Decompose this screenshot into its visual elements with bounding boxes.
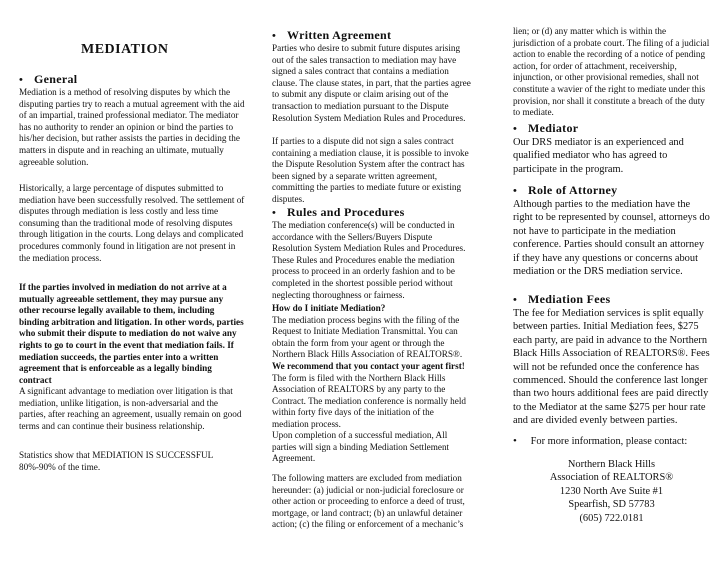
fees-heading: • Mediation Fees (513, 292, 611, 306)
rules-text: The mediation conference(s) will be conducted in accordance with the Sellers/Buyers Dispute Resolution System Mediation Rules and Procedures. These Rules and Procedures enable the mediation process to proceed in an orderly fashion and to be completed in the shortest possible period without neglecting thoroughness or fairness. (272, 220, 466, 300)
rules-heading: • Rules and Procedures (272, 205, 405, 219)
initiate-question: How do I initiate Mediation? (272, 303, 386, 313)
bullet-icon: • (272, 207, 277, 219)
fees-section (513, 292, 710, 428)
general-section (19, 72, 245, 168)
mediator-section (513, 121, 710, 176)
contact-org-1: Northern Black Hills (567, 459, 656, 470)
attorney-section (513, 183, 710, 278)
contact-block (513, 458, 710, 525)
attorney-heading: • Role of Attorney (513, 183, 618, 197)
fees-text: The fee for Mediation services is split equally between parties. Initial Mediation fees, $275 each party, are paid in advance to the Northern Black Hills Association of REALTORS®. Fees will not be refunded once the conference has commenced. Should the conference last longer than two hours additional fees are paid directly to the Mediator at the same $275 per hour rate and are divided evenly between parties. (513, 308, 710, 427)
initiate-section (272, 303, 472, 431)
general-heading: • General (19, 72, 78, 86)
contact-street: 1230 North Ave Suite #1 (559, 485, 664, 497)
info-text: • For more information, please contact: (513, 435, 688, 447)
history-text: Historically, a large percentage of disputes submitted to mediation have been successfully resolved. The settlement of disputes through mediation is less costly and less time consuming than the traditional mode of resolving disputes through litigation in the courts. Long delays and complicated procedures commonly found in litigation are not present in the mediation process. (19, 183, 245, 263)
initiate-text: The mediation process begins with the filing of the Request to Initiate Mediation Transmittal. You can obtain the form from your agent or through the Northern Black Hills Association of REALTORS®. We recommend that you contact your agent first! The form is filed with the Northern Black Hills Association of REALTORS by any party to the Contract. The mediation conference is normally held within forty five days of the initiation of the mediation process. (272, 314, 466, 429)
advantage-text: A significant advantage to mediation over litigation is that mediation, unlike litigation, is non-adversarial and the parties, after reaching an agreement, usually remain on good terms and can continue their business relationship. (19, 386, 242, 431)
attorney-text: Although parties to the mediation have the right to be represented by counsel, attorneys do not have to participate in the mediation conference. Parties should consult an attorney if they have any questions or concerns about mediation or the DRS mediation service. (513, 199, 710, 278)
written-agreement-section (272, 28, 472, 124)
bullet-icon: • (513, 294, 518, 306)
stats-text: Statistics show that MEDIATION IS SUCCESSFUL 80%-90% of the time. (19, 450, 213, 472)
excluded-text: The following matters are excluded from mediation hereunder: (a) judicial or non-judicial foreclosure or other action or proceeding to enforce a deed of trust, mortgage, or land contract; (b) an unlawful detainer action; (c) the filing or enforcement of a mechanic’s (272, 473, 465, 530)
bullet-icon: • (513, 185, 518, 197)
contact-org-2: Association of REALTORS® (549, 472, 674, 484)
page-title: MEDIATION (81, 42, 169, 57)
rules-section (272, 205, 472, 301)
written-text-2: If parties to a dispute did not sign a sales contract containing a mediation clause, it is possible to invoke the Dispute Resolution System after the contract has been signed by a separate written agreement, committing the parties to mediate future or existing disputes. (272, 136, 469, 204)
recourse-text: If the parties involved in mediation do not arrive at a mutually agreeable settlement, they may pursue any other recourse legally available to them, including binding arbitration and litigation. In other words, parties who submit their dispute to mediation do not waive any rights to go to court in the event that mediation fails. If mediation succeeds, the parties enter into a written agreement that is enforceable as a legally binding contract (19, 282, 244, 385)
continued-text: lien; or (d) any matter which is within the jurisdiction of a probate court. The filing of a judicial action to enable the recording of a notice of pending action, for order of attachment, receivership, injunction, or other provisional remedies, shall not constitute a wavier of the right to mediate under this provision, nor shall it constitute a breach of the duty to mediate. (513, 26, 710, 118)
contact-city: Spearfish, SD 57783 (568, 499, 655, 511)
bullet-icon: • (272, 30, 277, 42)
written-text-1: Parties who desire to submit future disputes arising out of the sales transaction to mediation may have signed a sales contract that contains a mediation clause. The clause states, in part, that the parties agree to submit any dispute or claim arising out of the transaction to mediation pursuant to the Dispute Resolution System Mediation Rules and Procedures. (272, 43, 471, 123)
completion-text: Upon completion of a successful mediation, All parties will sign a binding Mediation Settlement Agreement. (272, 430, 450, 464)
bullet-icon: • (513, 123, 518, 135)
bullet-icon: • (513, 435, 517, 447)
general-text: Mediation is a method of resolving disputes by which the disputing parties try to reach a mutual agreement with the aid of an impartial, trained professional mediator. The mediator has no authority to render an opinion or bind the parties to his/her decision, but rather assists the parties in deciding the matters in dispute and in reaching an ultimate, mutually agreeable solution. (19, 87, 245, 167)
mediator-heading: • Mediator (513, 121, 579, 135)
written-heading: • Written Agreement (272, 28, 392, 42)
mediator-text: Our DRS mediator is an experienced and qualified mediator who has agreed to participate in the program. (513, 137, 684, 175)
bullet-icon: • (19, 74, 24, 86)
contact-phone: (605) 722.0181 (579, 512, 644, 524)
